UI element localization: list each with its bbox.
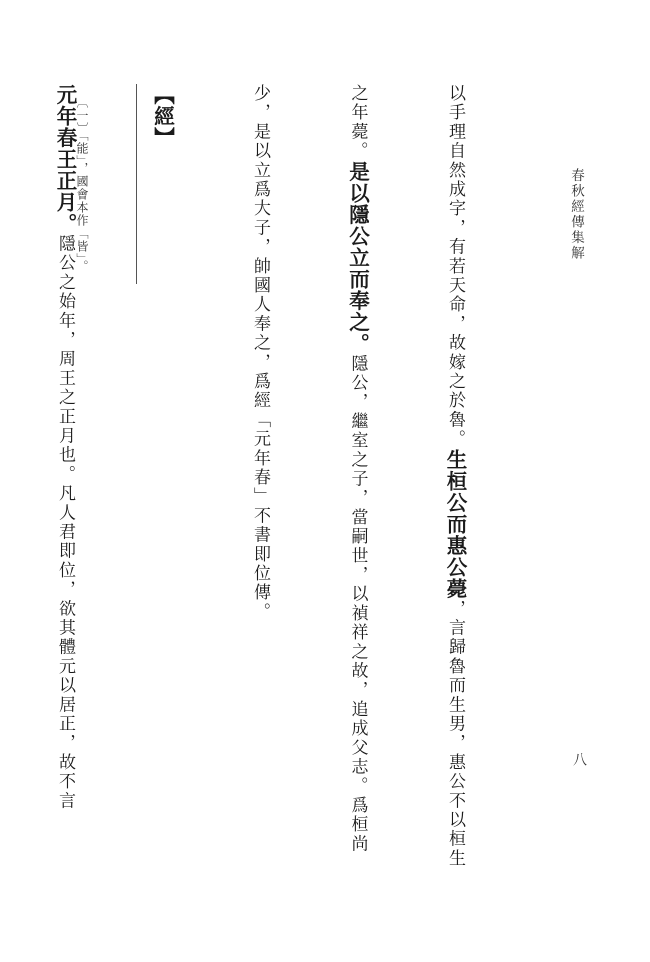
text-line	[146, 84, 179, 884]
classic-text: 生桓公而惠公薨	[443, 448, 467, 600]
commentary: 隱公之始年，周王之正月也。凡人君即位，欲其體元以居正，故不言	[55, 234, 75, 811]
commentary: ，言歸魯而生男，惠公不以桓生	[445, 599, 465, 869]
classic-text: 是以隱公立而奉之。	[345, 160, 370, 355]
footnote-divider	[136, 84, 137, 284]
text-line: 之年薨。是以隱公立而奉之。隱公，繼室之子，當嗣世，以禎祥之故，追成父志。爲桓尚	[345, 84, 370, 854]
book-title: 春秋經傳集解	[568, 168, 584, 261]
footnote: 〔一〕「能」，國會本作「皆」。	[75, 96, 89, 273]
text-line: 以手理自然成字，有若天命，故嫁之於魯。生桓公而惠公薨，言歸魯而生男，惠公不以桓生	[443, 84, 467, 869]
text-line: 少，是以立爲大子，帥國人奉之，爲經「元年春」不書即位傳。	[250, 84, 270, 622]
commentary: 隱公，繼室之子，當嗣世，以禎祥之故，追成父志。爲桓尚	[347, 354, 368, 854]
page-number: 八	[571, 752, 587, 766]
section-heading: 【經】	[150, 84, 175, 149]
footnotes	[32, 96, 132, 296]
classic-text: 元年春王正月。	[53, 84, 77, 235]
